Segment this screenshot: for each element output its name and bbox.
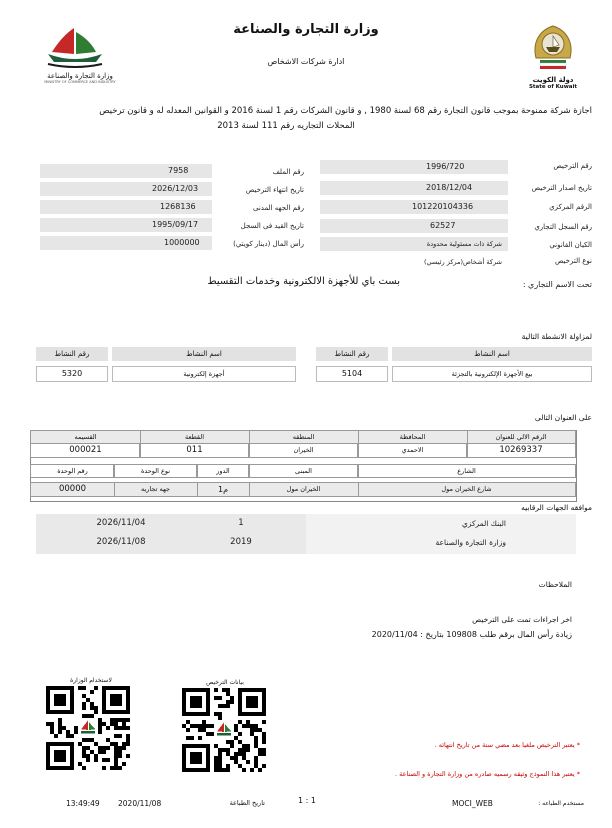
warning-official: * يعتبر هذا النموذج وثيقه رسميه صادره من وزارة التجارة و الصناعة . — [395, 770, 580, 778]
approval-date-1: 2026/11/04 — [96, 518, 146, 528]
address-table — [30, 430, 575, 500]
addr-h2-4: رقم الوحدة — [30, 464, 115, 478]
addr-v1-2: الخيران — [248, 443, 359, 458]
civil-no: 1268136 — [160, 202, 196, 211]
reg-date: 1995/09/17 — [152, 220, 199, 229]
ministry-title: وزارة التجارة والصناعة — [233, 22, 379, 37]
approval-entity-1: البنك المركزي — [461, 519, 506, 528]
qr-left-label: لاستخدام الوزارة — [70, 677, 112, 684]
notes-title: الملاحظات — [538, 580, 572, 589]
activity-no-2: 5320 — [36, 366, 108, 382]
moci-logo-icon — [40, 24, 110, 68]
moci-logo — [40, 24, 120, 90]
cr-no: 62527 — [430, 221, 456, 230]
warning-expiry: * يعتبر الترخيص ملغيا بعد مضي سنة من تاريخ انتهائه . — [434, 741, 580, 749]
license-no-label: رقم الترخيص — [553, 162, 592, 170]
approval-date-2: 2026/11/08 — [96, 537, 146, 547]
activity-no-header-2: رقم النشاط — [36, 347, 108, 361]
print-time: 13:49:49 — [66, 799, 100, 808]
legal-entity: شركة ذات مسئولية محدودة — [426, 240, 502, 248]
moci-logo-text-ar: وزارة التجارة والصناعة — [47, 72, 113, 80]
addr-v2-1: الخيران مول — [248, 482, 359, 497]
notes-line-1: اخر اجراءات تمت على الترخيص — [472, 615, 572, 624]
kuwait-name-en: State of Kuwait — [528, 84, 578, 90]
addr-v2-0: شارع الخيران مول — [357, 482, 576, 497]
file-no-label: رقم الملف — [272, 168, 304, 176]
addr-v1-4: 000021 — [30, 443, 141, 458]
addr-h1-3: القطعة — [139, 430, 250, 444]
central-no: 101220104336 — [412, 202, 474, 211]
addr-v2-4: 00000 — [30, 482, 115, 497]
license-type: شركة أشخاص(مركز رئيسي) — [424, 258, 502, 266]
activity-no-header-1: رقم النشاط — [316, 347, 388, 361]
addr-h1-4: القسيمه — [30, 430, 141, 444]
trade-name: بست باي للأجهزة الالكترونية وخدمات التقسيط — [207, 276, 400, 287]
addr-v1-3: 011 — [139, 443, 250, 458]
kuwait-emblem — [522, 22, 584, 92]
addr-v1-1: الاحمدي — [357, 443, 468, 458]
license-intro — [20, 104, 592, 134]
addr-v2-2: 1م — [196, 482, 250, 497]
approval-no-2: 2019 — [230, 537, 252, 547]
qr-code-ministry — [46, 686, 130, 770]
intro-line-1: اجازة شركة ممنوحة بموجب قانون التجارة رقم 68 لسنة 1980 , و قانون الشركات رقم 1 لسنة 2016 و القوانين المعدله له و قانون ترخيص — [99, 106, 592, 116]
print-user: MOCI_WEB — [452, 799, 493, 808]
approvals-table — [36, 514, 576, 554]
address-title: على العنوان التالى — [534, 413, 592, 422]
qr-right-label: بيانات الترخيص — [206, 679, 244, 686]
addr-h1-1: المحافظة — [357, 430, 468, 444]
addr-h2-3: نوع الوحدة — [113, 464, 198, 478]
approval-entity-2: وزارة التجارة والصناعة — [435, 538, 506, 547]
trade-name-label: تحت الاسم التجاري : — [522, 280, 592, 289]
reg-date-label: تاريخ القيد فى السجل — [240, 222, 304, 230]
expiry-date: 2026/12/03 — [152, 184, 199, 193]
activity-name-1: بيع الأجهزة الإلكترونية بالتجزئة — [392, 366, 592, 382]
addr-h1-2: المنطقه — [248, 430, 359, 444]
activity-name-header-1: اسم النشاط — [392, 347, 592, 361]
kuwait-emblem-icon — [522, 22, 584, 72]
qr-code-icon — [182, 688, 266, 772]
addr-h2-1: المبنى — [248, 464, 359, 478]
expiry-date-label: تاريخ انتهاء الترخيص — [245, 186, 304, 194]
page-counter: 1 : 1 — [298, 796, 316, 805]
license-no: 1996/720 — [426, 162, 465, 171]
license-type-label: نوع الترخيص — [554, 257, 592, 265]
cr-no-label: رقم السجل التجاري — [534, 223, 592, 231]
addr-h2-2: الدور — [196, 464, 250, 478]
central-no-label: الرقم المركزي — [549, 203, 592, 211]
addr-h1-0: الرقم الالي للعنوان — [466, 430, 576, 444]
activities-title: لمزاولة الانشطة التالية — [521, 332, 592, 341]
activity-name-2: أجهزة إلكترونية — [112, 366, 296, 382]
civil-no-label: رقم الجهه المدنى — [253, 204, 304, 212]
addr-h2-0: الشارع — [357, 464, 576, 478]
issue-date: 2018/12/04 — [426, 183, 473, 192]
print-date: 2020/11/08 — [118, 799, 162, 808]
intro-line-2: المحلات التجاريه رقم 111 لسنة 2013 — [217, 121, 355, 131]
kuwait-name-ar: دولة الكويت — [532, 76, 574, 84]
addr-v2-3: جهه تجاريه — [113, 482, 198, 497]
qr-code-license — [182, 688, 266, 772]
issue-date-label: تاريخ اصدار الترخيص — [531, 184, 592, 192]
capital-label: رأس المال (دينار كويتي) — [233, 240, 304, 248]
moci-logo-text-en: MINISTRY OF COMMERCE AND INDUSTRY — [44, 80, 116, 84]
print-user-label: مستخدم الطباعه : — [538, 800, 584, 807]
legal-entity-label: الكيان القانوني — [549, 241, 592, 249]
approval-no-1: 1 — [238, 518, 244, 528]
qr-code-icon — [46, 686, 130, 770]
notes-line-2: زيادة رأس المال برقم طلب 109808 بتاريخ : 2020/11/04 — [371, 630, 572, 639]
activity-name-header-2: اسم النشاط — [112, 347, 296, 361]
activity-no-1: 5104 — [316, 366, 388, 382]
print-date-label: تاريخ الطباعة — [229, 799, 265, 807]
capital: 1000000 — [164, 238, 200, 247]
addr-v1-0: 10269337 — [466, 443, 576, 458]
approvals-title: موافقه الجهات الرقابيه — [521, 503, 592, 512]
department-name: ادارة شركات الاشخاص — [267, 57, 345, 66]
file-no: 7958 — [168, 166, 189, 175]
